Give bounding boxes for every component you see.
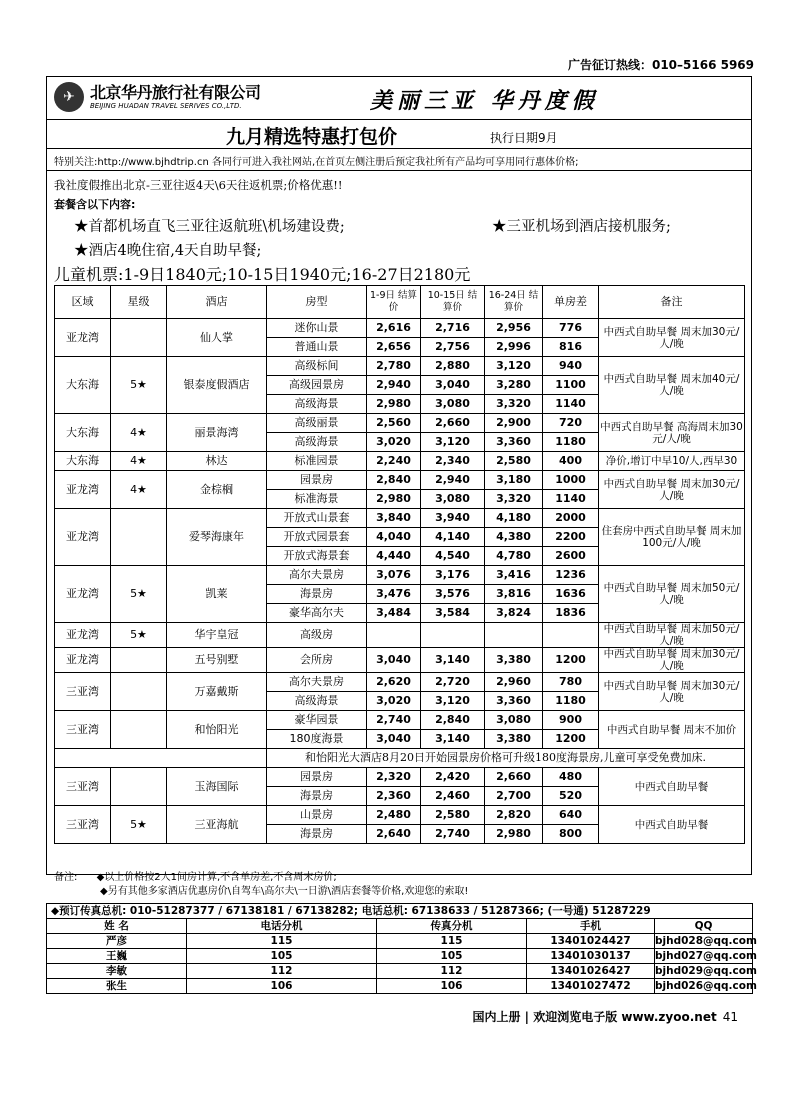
star-cell — [111, 768, 167, 806]
single-supplement-cell: 640 — [543, 806, 599, 825]
price-cell: 3,576 — [421, 585, 485, 604]
booking-numbers: ◆预订传真总机: 010-51287377 / 67138181 / 67138282; 电话总机: 67138633 / 51287366; (一号通) 51287229 — [47, 904, 753, 919]
room-cell: 高尔夫景房 — [267, 673, 367, 692]
single-supplement-cell: 1180 — [543, 692, 599, 711]
col-single: 单房差 — [543, 286, 599, 319]
price-cell: 2,620 — [367, 673, 421, 692]
hotel-cell: 林达 — [167, 452, 267, 471]
price-cell: 3,360 — [485, 433, 543, 452]
contact-name: 张生 — [47, 979, 187, 994]
star-cell: 4★ — [111, 471, 167, 509]
price-cell: 3,080 — [421, 395, 485, 414]
price-cell: 2,616 — [367, 319, 421, 338]
note-spacer — [55, 749, 267, 768]
contact-qq: bjhd027@qq.com — [655, 949, 757, 962]
hotel-cell: 万嘉戴斯 — [167, 673, 267, 711]
table-row — [55, 414, 745, 433]
room-cell: 园景房 — [267, 768, 367, 787]
hotel-cell: 玉海国际 — [167, 768, 267, 806]
price-cell — [485, 623, 543, 648]
star-cell — [111, 509, 167, 566]
area-cell: 大东海 — [55, 452, 111, 471]
price-cell: 3,320 — [485, 395, 543, 414]
single-supplement-cell: 900 — [543, 711, 599, 730]
table-row — [55, 319, 745, 338]
single-supplement-cell: 1236 — [543, 566, 599, 585]
area-cell: 大东海 — [55, 414, 111, 452]
execution-period: 执行日期9月 — [490, 131, 558, 145]
star-cell — [111, 648, 167, 673]
table-row — [55, 566, 745, 585]
remarks-line: ◆以上价格按2人1间房计算,不含单房差,不含周末房价; — [96, 872, 337, 883]
contact-column-header: QQ — [655, 919, 753, 934]
price-cell: 2,320 — [367, 768, 421, 787]
price-cell: 3,320 — [485, 490, 543, 509]
contact-phone-ext: 105 — [187, 949, 377, 964]
room-cell: 高级房 — [267, 623, 367, 648]
single-supplement-cell: 720 — [543, 414, 599, 433]
remark-cell: 中西式自助早餐 高海周末加30元/人/晚 — [599, 414, 745, 452]
star-cell: 4★ — [111, 414, 167, 452]
table-note-row — [55, 749, 745, 768]
table-row — [55, 452, 745, 471]
price-cell: 3,140 — [421, 648, 485, 673]
contact-mobile: 13401026427 — [527, 964, 655, 979]
remark-cell: 中西式自助早餐 周末加50元/人/晚 — [599, 566, 745, 623]
area-cell: 亚龙湾 — [55, 319, 111, 357]
price-cell: 2,340 — [421, 452, 485, 471]
price-cell: 3,040 — [367, 730, 421, 749]
room-cell: 海景房 — [267, 585, 367, 604]
company-logo-icon: ✈ — [54, 82, 84, 112]
col-star: 星级 — [111, 286, 167, 319]
price-cell: 4,180 — [485, 509, 543, 528]
price-cell: 3,824 — [485, 604, 543, 623]
price-cell: 4,540 — [421, 547, 485, 566]
price-cell: 2,660 — [421, 414, 485, 433]
contact-row — [47, 934, 753, 949]
price-cell: 3,380 — [485, 730, 543, 749]
price-cell: 2,580 — [485, 452, 543, 471]
room-cell: 普通山景 — [267, 338, 367, 357]
divider — [46, 170, 752, 171]
price-cell: 2,880 — [421, 357, 485, 376]
hotel-cell: 五号别墅 — [167, 648, 267, 673]
table-note: 和怡阳光大酒店8月20日开始园景房价格可升级180度海景房,儿童可享受免费加床. — [267, 749, 745, 768]
price-cell: 2,980 — [485, 825, 543, 844]
price-table — [54, 285, 745, 844]
price-cell: 3,040 — [421, 376, 485, 395]
price-cell: 2,980 — [367, 395, 421, 414]
child-fare: 儿童机票:1-9日1840元;10-15日1940元;16-27日2180元 — [54, 265, 471, 284]
single-supplement-cell: 780 — [543, 673, 599, 692]
single-supplement-cell: 400 — [543, 452, 599, 471]
single-supplement-cell: 776 — [543, 319, 599, 338]
price-cell: 3,484 — [367, 604, 421, 623]
divider — [46, 119, 752, 120]
price-cell: 2,716 — [421, 319, 485, 338]
price-cell: 4,380 — [485, 528, 543, 547]
contact-columns-row — [47, 919, 753, 934]
remark-cell: 中西式自助早餐 周末加50元/人/晚 — [599, 623, 745, 648]
remark-cell: 中西式自助早餐 周末加30元/人/晚 — [599, 319, 745, 357]
single-supplement-cell — [543, 623, 599, 648]
single-supplement-cell: 2200 — [543, 528, 599, 547]
price-cell: 3,176 — [421, 566, 485, 585]
hotel-cell: 和怡阳光 — [167, 711, 267, 749]
feature-transfer: ★三亚机场到酒店接机服务; — [492, 219, 671, 235]
price-cell: 3,120 — [421, 433, 485, 452]
single-supplement-cell: 1140 — [543, 490, 599, 509]
hotel-cell: 凯莱 — [167, 566, 267, 623]
price-cell: 2,580 — [421, 806, 485, 825]
price-cell: 2,740 — [367, 711, 421, 730]
hotel-cell: 仙人掌 — [167, 319, 267, 357]
room-cell: 高尔夫景房 — [267, 566, 367, 585]
remarks — [54, 871, 468, 899]
page-number: 41 — [722, 1010, 738, 1024]
package-intro: 我社度假推出北京-三亚往返4天\6天往返机票;价格优惠!! — [54, 178, 343, 192]
area-cell: 三亚湾 — [55, 673, 111, 711]
price-cell: 3,020 — [367, 433, 421, 452]
package-heading: 套餐含以下内容: — [54, 198, 136, 211]
table-row — [55, 768, 745, 787]
price-cell: 3,120 — [421, 692, 485, 711]
footer — [472, 1008, 738, 1025]
remarks-label: 备注: — [54, 872, 78, 883]
contact-header-row — [47, 904, 753, 919]
price-cell: 2,780 — [367, 357, 421, 376]
hotel-cell: 爱琴海康年 — [167, 509, 267, 566]
room-cell: 180度海景 — [267, 730, 367, 749]
single-supplement-cell: 1100 — [543, 376, 599, 395]
contact-table — [46, 903, 757, 994]
price-cell: 3,180 — [485, 471, 543, 490]
price-cell: 3,380 — [485, 648, 543, 673]
price-cell: 2,700 — [485, 787, 543, 806]
single-supplement-cell: 480 — [543, 768, 599, 787]
price-cell: 2,360 — [367, 787, 421, 806]
room-cell: 开放式园景套 — [267, 528, 367, 547]
room-cell: 高级海景 — [267, 433, 367, 452]
price-cell: 3,020 — [367, 692, 421, 711]
room-cell: 豪华高尔夫 — [267, 604, 367, 623]
remark-cell: 中西式自助早餐 — [599, 806, 745, 844]
price-cell: 2,560 — [367, 414, 421, 433]
contact-mobile: 13401027472 — [527, 979, 655, 994]
price-cell: 2,940 — [367, 376, 421, 395]
area-cell: 亚龙湾 — [55, 566, 111, 623]
hotel-cell: 三亚海航 — [167, 806, 267, 844]
star-cell: 5★ — [111, 566, 167, 623]
remark-cell: 中西式自助早餐 周末加30元/人/晚 — [599, 471, 745, 509]
price-cell: 2,960 — [485, 673, 543, 692]
table-row — [55, 357, 745, 376]
room-cell: 标准园景 — [267, 452, 367, 471]
area-cell: 亚龙湾 — [55, 648, 111, 673]
price-cell: 3,080 — [485, 711, 543, 730]
single-supplement-cell: 520 — [543, 787, 599, 806]
price-cell: 3,840 — [367, 509, 421, 528]
star-cell: 5★ — [111, 806, 167, 844]
price-cell: 3,080 — [421, 490, 485, 509]
room-cell: 豪华园景 — [267, 711, 367, 730]
col-remark: 备注 — [599, 286, 745, 319]
price-cell: 2,756 — [421, 338, 485, 357]
contact-name: 王巍 — [47, 949, 187, 964]
star-cell — [111, 711, 167, 749]
remark-cell: 中西式自助早餐 周末加30元/人/晚 — [599, 648, 745, 673]
contact-phone-ext: 115 — [187, 934, 377, 949]
remark-cell: 住套房中西式自助早餐 周末加100元/人/晚 — [599, 509, 745, 566]
hotel-cell: 华宇皇冠 — [167, 623, 267, 648]
price-cell: 3,280 — [485, 376, 543, 395]
slogan: 美丽三亚 华丹度假 — [370, 88, 599, 114]
price-cell: 2,460 — [421, 787, 485, 806]
contact-row — [47, 949, 753, 964]
remarks-line: ◆另有其他多家酒店优惠房价\自驾车\高尔夫\一日游\酒店套餐等价格,欢迎您的索取! — [100, 886, 469, 897]
price-cell — [367, 623, 421, 648]
single-supplement-cell: 2600 — [543, 547, 599, 566]
area-cell: 三亚湾 — [55, 806, 111, 844]
star-cell — [111, 673, 167, 711]
contact-qq: bjhd026@qq.com — [655, 979, 757, 992]
contact-row — [47, 964, 753, 979]
star-cell: 5★ — [111, 357, 167, 414]
col-price-3: 16-24日 结算价 — [485, 286, 543, 319]
remark-cell: 中西式自助早餐 周末加30元/人/晚 — [599, 673, 745, 711]
single-supplement-cell: 1180 — [543, 433, 599, 452]
price-cell: 3,940 — [421, 509, 485, 528]
contact-mobile: 13401024427 — [527, 934, 655, 949]
contact-qq: bjhd029@qq.com — [655, 964, 757, 977]
price-cell: 2,480 — [367, 806, 421, 825]
single-supplement-cell: 1140 — [543, 395, 599, 414]
col-price-2: 10-15日 结算价 — [421, 286, 485, 319]
table-row — [55, 471, 745, 490]
contact-phone-ext: 112 — [187, 964, 377, 979]
price-cell: 2,840 — [367, 471, 421, 490]
contact-phone-ext: 106 — [187, 979, 377, 994]
contact-fax-ext: 115 — [377, 934, 527, 949]
remark-cell: 中西式自助早餐 — [599, 768, 745, 806]
contact-fax-ext: 106 — [377, 979, 527, 994]
remark-cell: 中西式自助早餐 周末不加价 — [599, 711, 745, 749]
room-cell: 会所房 — [267, 648, 367, 673]
price-cell: 3,584 — [421, 604, 485, 623]
contact-fax-ext: 112 — [377, 964, 527, 979]
price-cell: 4,140 — [421, 528, 485, 547]
room-cell: 开放式山景套 — [267, 509, 367, 528]
table-row — [55, 673, 745, 692]
col-room: 房型 — [267, 286, 367, 319]
price-cell: 2,640 — [367, 825, 421, 844]
company-name-cn: 北京华丹旅行社有限公司 — [90, 83, 261, 102]
contact-column-header: 传真分机 — [377, 919, 527, 934]
remark-cell: 中西式自助早餐 周末加40元/人/晚 — [599, 357, 745, 414]
price-cell: 2,420 — [421, 768, 485, 787]
room-cell: 园景房 — [267, 471, 367, 490]
area-cell: 亚龙湾 — [55, 623, 111, 648]
company-name-en: BEIJING HUADAN TRAVEL SERIVES CO.,LTD. — [90, 102, 242, 110]
single-supplement-cell: 1200 — [543, 730, 599, 749]
price-cell: 3,140 — [421, 730, 485, 749]
contact-fax-ext: 105 — [377, 949, 527, 964]
col-area: 区域 — [55, 286, 111, 319]
contact-column-header: 姓 名 — [47, 919, 187, 934]
area-cell: 亚龙湾 — [55, 471, 111, 509]
table-row — [55, 711, 745, 730]
col-price-1: 1-9日 结算价 — [367, 286, 421, 319]
page-title: 九月精选特惠打包价 — [226, 126, 398, 148]
single-supplement-cell: 800 — [543, 825, 599, 844]
area-cell: 三亚湾 — [55, 711, 111, 749]
hotel-cell: 丽景海湾 — [167, 414, 267, 452]
price-cell: 3,360 — [485, 692, 543, 711]
price-cell: 3,040 — [367, 648, 421, 673]
price-cell: 2,656 — [367, 338, 421, 357]
price-cell: 2,720 — [421, 673, 485, 692]
room-cell: 高级丽景 — [267, 414, 367, 433]
room-cell: 海景房 — [267, 787, 367, 806]
room-cell: 高级海景 — [267, 395, 367, 414]
area-cell: 大东海 — [55, 357, 111, 414]
single-supplement-cell: 1200 — [543, 648, 599, 673]
price-cell: 3,416 — [485, 566, 543, 585]
price-cell: 4,040 — [367, 528, 421, 547]
divider — [46, 148, 752, 149]
price-cell: 2,996 — [485, 338, 543, 357]
room-cell: 迷你山景 — [267, 319, 367, 338]
table-row — [55, 648, 745, 673]
price-cell: 2,740 — [421, 825, 485, 844]
feature-flight: ★首都机场直飞三亚往返航班\机场建设费; — [74, 219, 345, 235]
room-cell: 山景房 — [267, 806, 367, 825]
remark-cell: 净价,增订中早10/人,西早30 — [599, 452, 745, 471]
room-cell: 高级园景房 — [267, 376, 367, 395]
single-supplement-cell: 940 — [543, 357, 599, 376]
price-cell: 2,820 — [485, 806, 543, 825]
price-cell: 2,956 — [485, 319, 543, 338]
price-cell: 3,476 — [367, 585, 421, 604]
star-cell: 5★ — [111, 623, 167, 648]
contact-mobile: 13401030137 — [527, 949, 655, 964]
price-cell: 2,900 — [485, 414, 543, 433]
star-cell: 4★ — [111, 452, 167, 471]
contact-column-header: 电话分机 — [187, 919, 377, 934]
room-cell: 标准海景 — [267, 490, 367, 509]
room-cell: 高级海景 — [267, 692, 367, 711]
price-cell: 3,816 — [485, 585, 543, 604]
price-cell: 2,980 — [367, 490, 421, 509]
price-cell: 2,240 — [367, 452, 421, 471]
single-supplement-cell: 2000 — [543, 509, 599, 528]
single-supplement-cell: 816 — [543, 338, 599, 357]
table-header-row — [55, 286, 745, 319]
price-cell: 3,076 — [367, 566, 421, 585]
price-cell: 3,120 — [485, 357, 543, 376]
price-cell: 4,780 — [485, 547, 543, 566]
price-cell: 2,940 — [421, 471, 485, 490]
area-cell: 三亚湾 — [55, 768, 111, 806]
star-cell — [111, 319, 167, 357]
contact-qq: bjhd028@qq.com — [655, 934, 757, 947]
hotel-cell: 金棕榈 — [167, 471, 267, 509]
feature-hotel: ★酒店4晚住宿,4天自助早餐; — [74, 243, 262, 259]
hotel-cell: 银泰度假酒店 — [167, 357, 267, 414]
single-supplement-cell: 1636 — [543, 585, 599, 604]
single-supplement-cell: 1836 — [543, 604, 599, 623]
contact-name: 李敏 — [47, 964, 187, 979]
room-cell: 海景房 — [267, 825, 367, 844]
price-cell — [421, 623, 485, 648]
single-supplement-cell: 1000 — [543, 471, 599, 490]
table-row — [55, 623, 745, 648]
company-logo — [54, 80, 284, 118]
table-row — [55, 806, 745, 825]
contact-row — [47, 979, 753, 994]
website-notice: 特别关注:http://www.bjhdtrip.cn 各同行可进入我社网站,在首页左侧注册后预定我社所有产品均可享用同行惠体价格; — [54, 157, 579, 168]
contact-name: 严彦 — [47, 934, 187, 949]
contact-column-header: 手机 — [527, 919, 655, 934]
room-cell: 开放式海景套 — [267, 547, 367, 566]
price-cell: 2,660 — [485, 768, 543, 787]
room-cell: 高级标间 — [267, 357, 367, 376]
col-hotel: 酒店 — [167, 286, 267, 319]
advertising-hotline: 广告征订热线：010–5166 5969 — [567, 58, 754, 72]
price-cell: 4,440 — [367, 547, 421, 566]
price-cell: 2,840 — [421, 711, 485, 730]
footer-text: 国内上册 | 欢迎浏览电子版 www.zyoo.net — [472, 1010, 717, 1024]
area-cell: 亚龙湾 — [55, 509, 111, 566]
table-row — [55, 509, 745, 528]
